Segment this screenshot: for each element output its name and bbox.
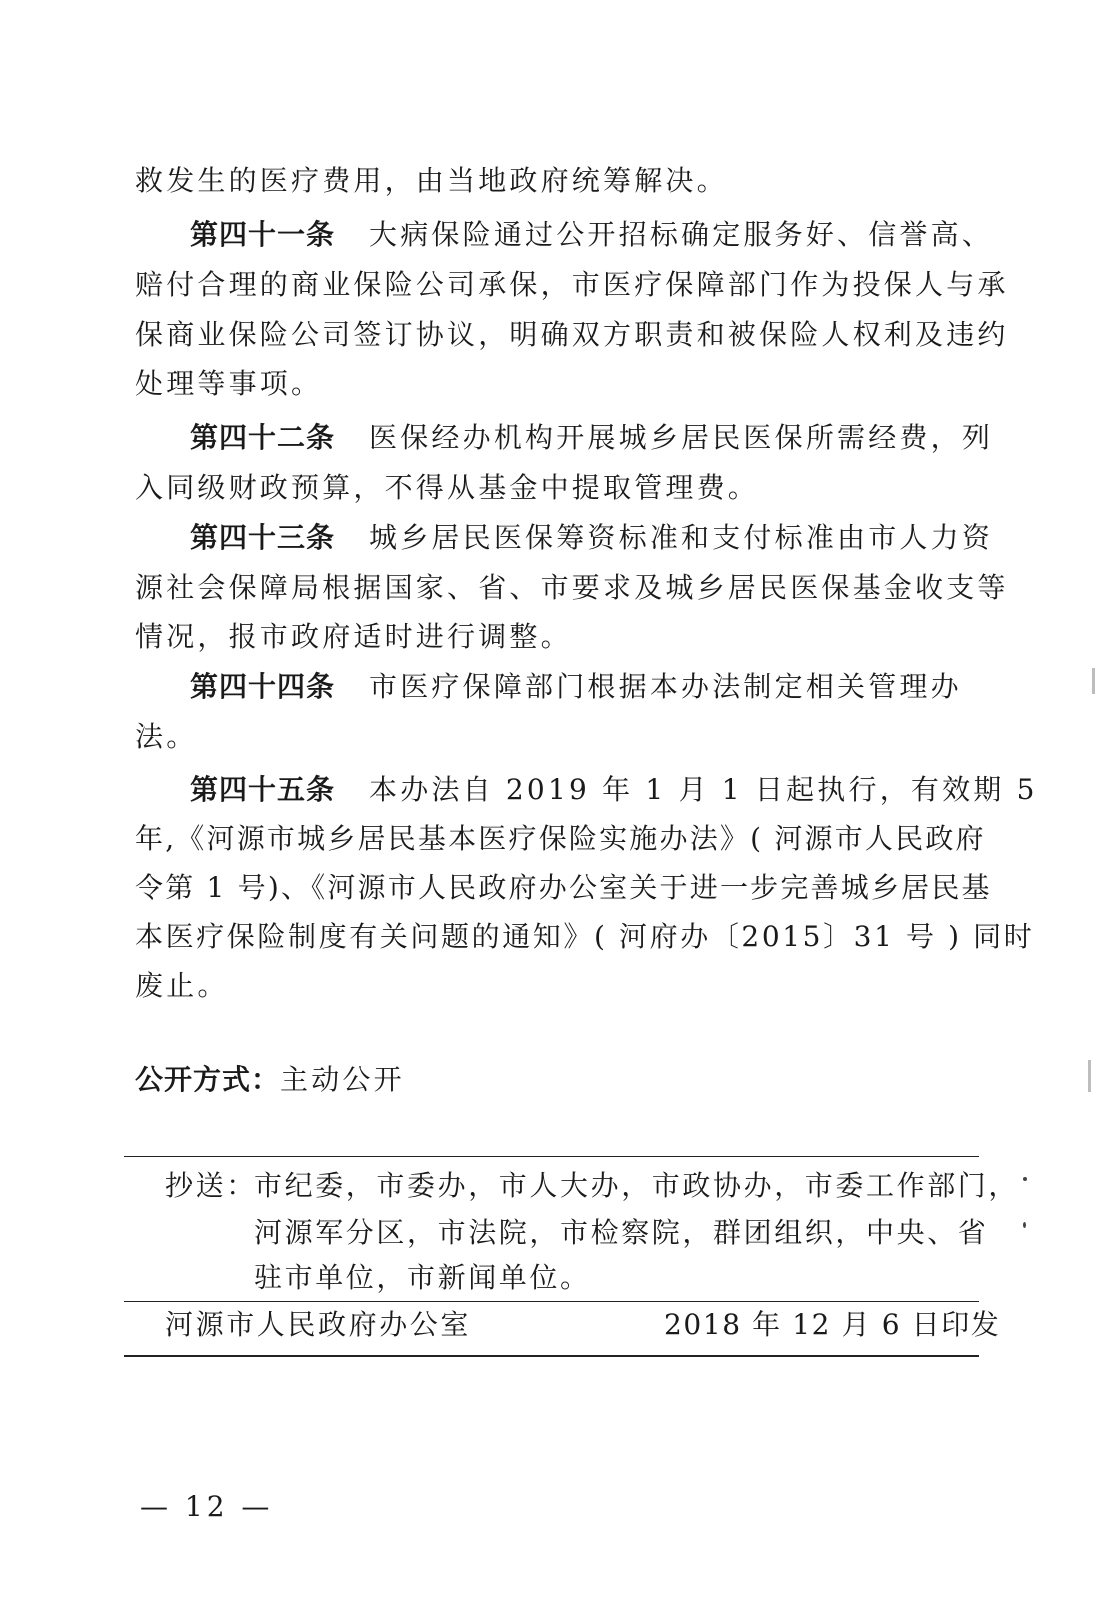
body-line: 年,《河源市城乡居民基本医疗保险实施办法》( 河源市人民政府	[135, 822, 986, 855]
article-text: 大病保险通过公开招标确定服务好、信誉高、	[369, 218, 994, 251]
cc-label: 抄送：	[165, 1169, 257, 1202]
cc-line: 河源军分区，市法院，市检察院，群团组织，中央、省	[254, 1216, 989, 1249]
article-heading: 第四十五条	[190, 773, 336, 806]
cc-line: 驻市单位，市新闻单位。	[254, 1261, 591, 1294]
scan-speck	[1023, 1222, 1026, 1228]
body-line: 情况，报市政府适时进行调整。	[135, 620, 572, 653]
body-line: 令第 1 号)、《河源市人民政府办公室关于进一步完善城乡居民基	[135, 871, 992, 904]
body-line: 保商业保险公司签订协议，明确双方职责和被保险人权利及违约	[135, 318, 1009, 351]
cc-top-rule	[124, 1156, 979, 1157]
body-line: 处理等事项。	[135, 367, 323, 400]
body-line: 法。	[135, 720, 198, 753]
body-line: 入同级财政预算，不得从基金中提取管理费。	[135, 471, 760, 504]
scan-speck	[1023, 1177, 1027, 1181]
article-44	[190, 667, 962, 707]
body-line: 源社会保障局根据国家、省、市要求及城乡居民医保基金收支等	[135, 571, 1009, 604]
scan-edge-mark	[1088, 1060, 1091, 1092]
cc-bottom-rule	[124, 1301, 979, 1302]
body-line: 本医疗保险制度有关问题的通知》( 河府办〔2015〕31 号 ) 同时	[135, 920, 1035, 953]
article-heading: 第四十一条	[190, 218, 336, 251]
article-43	[190, 518, 993, 558]
article-45	[190, 770, 1038, 810]
footer-rule	[124, 1355, 979, 1357]
cc-line: 市纪委，市委办，市人大办，市政协办，市委工作部门，	[254, 1169, 1020, 1202]
article-42	[190, 418, 993, 458]
issuing-office: 河源市人民政府办公室	[165, 1308, 472, 1341]
article-text: 本办法自 2019 年 1 月 1 日起执行，有效期 5	[369, 773, 1038, 806]
scan-edge-mark	[1092, 668, 1095, 694]
disclosure-label: 公开方式：	[135, 1063, 281, 1096]
body-line: 救发生的医疗费用，由当地政府统筹解决。	[135, 164, 728, 197]
body-line: 废止。	[135, 969, 229, 1002]
article-heading: 第四十二条	[190, 421, 336, 454]
article-heading: 第四十三条	[190, 521, 336, 554]
article-41	[190, 215, 993, 255]
article-text: 市医疗保障部门根据本办法制定相关管理办	[369, 670, 962, 703]
body-line: 赔付合理的商业保险公司承保，市医疗保障部门作为投保人与承	[135, 268, 1009, 301]
article-text: 城乡居民医保筹资标准和支付标准由市人力资	[369, 521, 994, 554]
issue-date: 2018 年 12 月 6 日印发	[664, 1308, 1001, 1341]
disclosure	[135, 1060, 405, 1100]
disclosure-value: 主动公开	[280, 1063, 405, 1096]
page-number: — 12 —	[140, 1490, 274, 1523]
article-text: 医保经办机构开展城乡居民医保所需经费，列	[369, 421, 994, 454]
article-heading: 第四十四条	[190, 670, 336, 703]
